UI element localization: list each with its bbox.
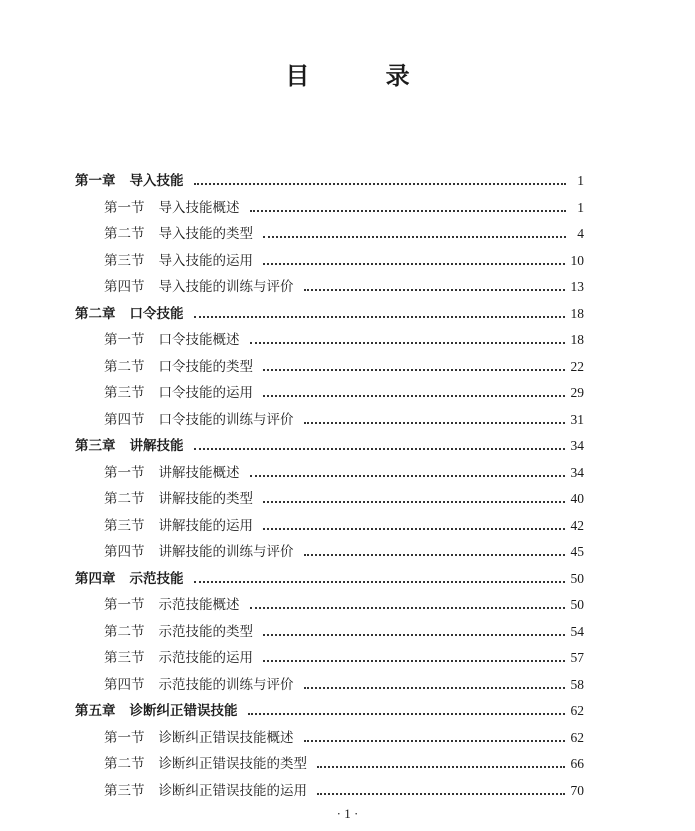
section-page-number: 40	[570, 491, 584, 506]
section-title: 导入技能的类型	[158, 226, 253, 242]
chapter-label: 第三章	[75, 438, 116, 454]
dot-leader	[317, 766, 565, 768]
dot-leader	[317, 793, 565, 795]
toc-section-row	[104, 619, 584, 645]
toc-section-row	[104, 327, 584, 353]
section-label: 第三节	[104, 252, 145, 269]
section-title: 导入技能的训练与评价	[158, 279, 294, 295]
toc-section-row	[104, 725, 584, 751]
toc-section-row	[104, 592, 584, 618]
dot-leader	[263, 236, 566, 238]
chapter-label: 第四章	[75, 570, 116, 587]
section-title: 示范技能的运用	[158, 650, 253, 666]
section-page-number: 62	[570, 729, 584, 745]
chapter-page-number: 34	[570, 438, 584, 453]
section-label: 第三节	[104, 650, 145, 666]
dot-leader	[194, 448, 565, 450]
section-page-number: 54	[570, 623, 584, 639]
toc-chapter-row	[75, 698, 584, 724]
dot-leader	[194, 316, 565, 318]
chapter-title: 示范技能	[129, 570, 184, 587]
dot-leader	[263, 369, 565, 371]
toc-chapter-row	[75, 433, 584, 459]
page-title: 目 录	[285, 61, 444, 90]
dot-leader	[248, 713, 565, 715]
section-label: 第四节	[104, 544, 145, 560]
chapter-label: 第二章	[75, 305, 116, 322]
toc-section-row	[104, 486, 584, 512]
toc-chapter-row	[75, 301, 584, 327]
dot-leader	[194, 581, 565, 583]
dot-leader	[304, 289, 565, 291]
section-title: 诊断纠正错误技能的类型	[158, 756, 307, 772]
dot-leader	[304, 422, 565, 424]
toc-section-row	[104, 407, 584, 433]
section-label: 第三节	[104, 385, 145, 401]
section-label: 第一节	[104, 199, 145, 216]
section-title: 示范技能的训练与评价	[158, 676, 294, 693]
section-label: 第一节	[104, 729, 145, 746]
chapter-title: 讲解技能	[129, 438, 184, 454]
section-label: 第一节	[104, 597, 145, 613]
section-label: 第四节	[104, 411, 145, 428]
section-page-number: 10	[570, 252, 584, 268]
section-title: 讲解技能的类型	[158, 491, 253, 507]
toc-section-row	[104, 221, 584, 247]
toc-section-row	[104, 751, 584, 777]
dot-leader	[263, 660, 565, 662]
section-title: 诊断纠正错误技能概述	[158, 729, 294, 746]
toc-section-row	[104, 539, 584, 565]
section-page-number: 31	[570, 411, 584, 427]
section-page-number: 4	[577, 226, 584, 241]
dot-leader	[194, 183, 567, 185]
section-title: 口令技能的训练与评价	[158, 411, 294, 428]
toc-section-row	[104, 645, 584, 671]
toc-chapter-row	[75, 168, 584, 194]
chapter-page-number: 62	[570, 703, 584, 718]
toc-chapter-row	[75, 566, 584, 592]
section-title: 口令技能的运用	[158, 385, 253, 401]
chapter-page-number: 50	[570, 570, 584, 586]
toc-section-row	[104, 274, 584, 300]
section-page-number: 57	[570, 650, 584, 665]
section-title: 讲解技能概述	[158, 464, 240, 481]
section-title: 导入技能概述	[158, 199, 240, 216]
dot-leader	[304, 554, 565, 556]
toc-section-row	[104, 513, 584, 539]
chapter-title: 诊断纠正错误技能	[129, 703, 238, 719]
section-label: 第三节	[104, 517, 145, 534]
section-title: 示范技能的类型	[158, 623, 253, 640]
dot-leader	[250, 607, 565, 609]
section-label: 第一节	[104, 464, 145, 481]
toc-section-row	[104, 195, 584, 221]
section-title: 讲解技能的训练与评价	[158, 544, 294, 560]
chapter-page-number: 18	[570, 305, 584, 321]
section-page-number: 70	[570, 782, 584, 798]
section-page-number: 1	[577, 199, 584, 215]
dot-leader	[250, 475, 565, 477]
section-page-number: 13	[570, 279, 584, 294]
toc-section-row	[104, 778, 584, 804]
toc-section-row	[104, 672, 584, 698]
section-label: 第三节	[104, 782, 145, 799]
section-page-number: 22	[570, 358, 584, 374]
chapter-label: 第一章	[75, 173, 116, 189]
dot-leader	[263, 528, 565, 530]
section-label: 第一节	[104, 332, 145, 348]
toc-section-row	[104, 354, 584, 380]
section-label: 第二节	[104, 756, 145, 772]
chapter-title: 导入技能	[129, 173, 184, 189]
section-page-number: 58	[570, 676, 584, 692]
section-label: 第二节	[104, 491, 145, 507]
section-title: 诊断纠正错误技能的运用	[158, 782, 307, 799]
section-label: 第二节	[104, 358, 145, 375]
dot-leader	[304, 687, 565, 689]
section-label: 第四节	[104, 279, 145, 295]
toc-section-row	[104, 248, 584, 274]
section-page-number: 18	[570, 332, 584, 347]
dot-leader	[250, 342, 565, 344]
section-label: 第二节	[104, 623, 145, 640]
section-page-number: 66	[570, 756, 584, 771]
section-title: 示范技能概述	[158, 597, 240, 613]
section-title: 讲解技能的运用	[158, 517, 253, 534]
section-title: 导入技能的运用	[158, 252, 253, 269]
dot-leader	[250, 210, 567, 212]
section-page-number: 45	[570, 544, 584, 559]
section-label: 第二节	[104, 226, 145, 242]
toc-section-row	[104, 460, 584, 486]
section-page-number: 29	[570, 385, 584, 400]
section-page-number: 42	[570, 517, 584, 533]
dot-leader	[304, 740, 565, 742]
section-page-number: 50	[570, 597, 584, 612]
toc-section-row	[104, 380, 584, 406]
section-title: 口令技能概述	[158, 332, 240, 348]
dot-leader	[263, 634, 565, 636]
section-title: 口令技能的类型	[158, 358, 253, 375]
page-number: · 1 ·	[336, 806, 359, 821]
chapter-label: 第五章	[75, 703, 116, 719]
dot-leader	[263, 501, 565, 503]
dot-leader	[263, 263, 565, 265]
chapter-title: 口令技能	[129, 305, 184, 322]
section-page-number: 34	[570, 464, 584, 480]
section-label: 第四节	[104, 676, 145, 693]
chapter-page-number: 1	[577, 173, 584, 188]
dot-leader	[263, 395, 565, 397]
